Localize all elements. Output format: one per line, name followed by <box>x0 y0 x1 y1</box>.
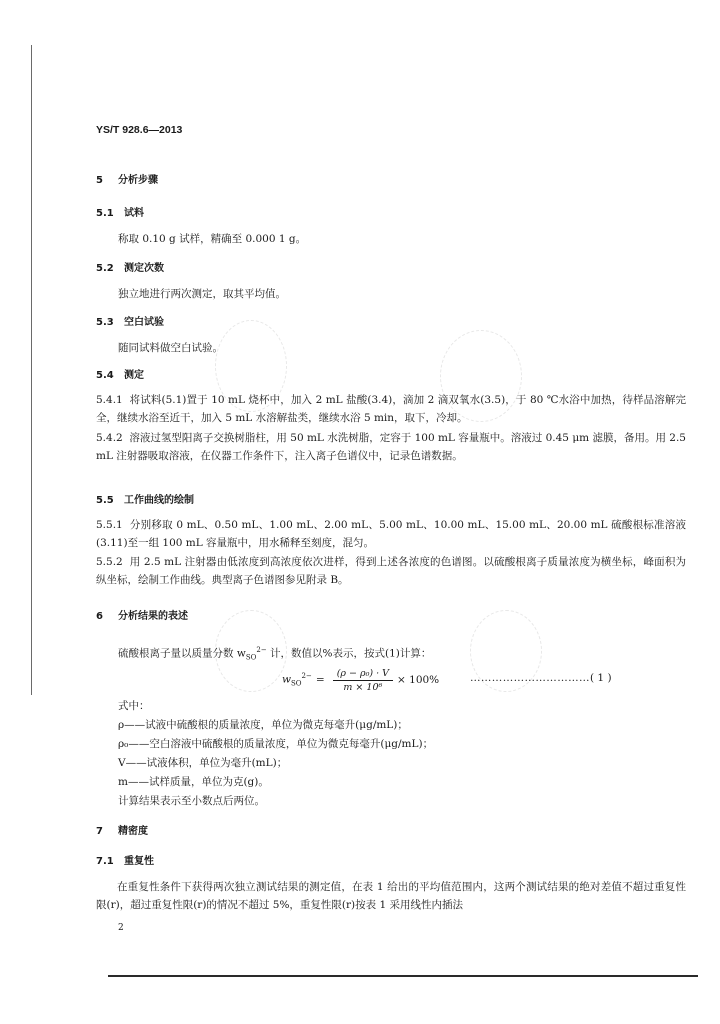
section-5-4-1-paragraph <box>96 391 686 427</box>
section-5-3-text: 随同试料做空白试验。 <box>118 342 223 354</box>
where-label: 式中： <box>118 700 150 712</box>
section-7-number: 7 <box>96 826 103 837</box>
section-5-5-number: 5.5 <box>96 495 114 506</box>
formula-equals: = <box>315 674 325 686</box>
formula-denominator: m × 10⁶ <box>343 681 383 693</box>
binding-margin-line <box>31 45 32 695</box>
section-5-4-2-number: 5.4.2 <box>96 432 123 444</box>
formula-leader-dots: …………………………… <box>470 672 590 684</box>
section-5-5-2-paragraph <box>96 553 686 589</box>
section-6-intro-sup: 2− <box>256 646 267 654</box>
formula-lhs-var: w <box>282 673 291 686</box>
formula-lhs <box>282 672 312 688</box>
section-5-3-number: 5.3 <box>96 317 114 328</box>
page-number: 2 <box>118 923 124 933</box>
section-5-4-1-number: 5.4.1 <box>96 394 123 406</box>
formula-times: × 100% <box>397 674 440 686</box>
section-5-title: 分析步骤 <box>118 175 158 186</box>
section-5-4-number: 5.4 <box>96 370 114 381</box>
section-7-title: 精密度 <box>118 826 148 837</box>
section-5-5-1-paragraph <box>96 516 686 552</box>
formula-lhs-sub: SO <box>291 679 302 688</box>
where-item: ρ₀——空白溶液中硫酸根的质量浓度，单位为微克每毫升(μg/mL)； <box>118 738 434 750</box>
section-7-1-text: 在重复性条件下获得两次独立测试结果的测定值，在表 1 给出的平均值范围内，这两个测试结果的绝对差值不超过重复性限(r)，超过重复性限(r)的情况不超过 5%，重复性限(r)按表 1 采用线性内插法 <box>96 881 686 911</box>
section-7-1-number: 7.1 <box>96 856 114 867</box>
section-6-number: 6 <box>96 611 103 622</box>
section-5-1-title: 试料 <box>124 208 144 219</box>
section-5-1-number: 5.1 <box>96 208 114 219</box>
section-6-intro-a: 硫酸根离子量以质量分数 w <box>118 647 246 660</box>
section-5-5-2-text: 用 2.5 mL 注射器由低浓度到高浓度依次进样，得到上述各浓度的色谱图。以硫酸根离子质量浓度为横坐标，峰面积为纵坐标，绘制工作曲线。典型离子色谱图参见附录 B。 <box>96 556 686 586</box>
section-5-3-title: 空白试验 <box>124 317 164 328</box>
section-6-intro-b: 计，数值以%表示，按式(1)计算： <box>270 647 432 660</box>
where-footer: 计算结果表示至小数点后两位。 <box>118 795 265 807</box>
section-6-title: 分析结果的表述 <box>118 611 188 622</box>
section-6-intro <box>118 643 431 665</box>
section-6-intro-sub: SO <box>245 653 257 662</box>
formula-number: ( 1 ) <box>590 672 612 684</box>
where-item: m——试样质量，单位为克(g)。 <box>118 776 269 788</box>
section-5-4-2-text: 溶液过氢型阳离子交换树脂柱，用 50 mL 水洗树脂，定容于 100 mL 容量瓶中。溶液过 0.45 μm 滤膜，备用。用 2.5 mL 注射器吸取溶液，在仪器工作条件下，注入离子色谱仪中，记录色谱数据。 <box>96 432 686 462</box>
where-item: V——试液体积，单位为毫升(mL)； <box>118 757 288 769</box>
section-5-2-number: 5.2 <box>96 263 114 274</box>
standard-code: YS/T 928.6—2013 <box>96 124 183 136</box>
formula-1 <box>282 665 439 695</box>
section-5-2-title: 测定次数 <box>124 263 164 274</box>
section-5-4-2-paragraph <box>96 429 686 465</box>
where-item: ρ——试液中硫酸根的质量浓度，单位为微克每毫升(μg/mL)； <box>118 719 408 731</box>
section-7-1-title: 重复性 <box>124 856 154 867</box>
section-5-5-title: 工作曲线的绘制 <box>124 495 194 506</box>
section-5-5-1-text: 分别移取 0 mL、0.50 mL、1.00 mL、2.00 mL、5.00 mL、10.00 mL、15.00 mL、20.00 mL 硫酸根标准溶液(3.11)至一组 100 mL 容量瓶中，用水稀释至刻度，混匀。 <box>96 519 686 549</box>
section-5-5-1-number: 5.5.1 <box>96 519 123 531</box>
section-5-5-2-number: 5.5.2 <box>96 556 123 568</box>
bottom-rule <box>108 975 698 977</box>
formula-numerator: (ρ − ρ₀) · V <box>333 668 393 681</box>
section-5-1-text: 称取 0.10 g 试样，精确至 0.000 1 g。 <box>118 233 307 245</box>
section-5-2-text: 独立地进行两次测定，取其平均值。 <box>118 288 286 300</box>
section-5-4-title: 测定 <box>124 370 144 381</box>
formula-lhs-sup: 2− <box>301 672 312 681</box>
formula-fraction <box>333 668 393 693</box>
section-5-4-1-text: 将试料(5.1)置于 10 mL 烧杯中，加入 2 mL 盐酸(3.4)，滴加 2 滴双氧水(3.5)，于 80 ℃水浴中加热，待样品溶解完全，继续水浴至近干，加入 5 mL 水溶解盐类，继续水浴 5 min，取下，冷却。 <box>96 394 686 424</box>
section-5-number: 5 <box>96 175 103 186</box>
